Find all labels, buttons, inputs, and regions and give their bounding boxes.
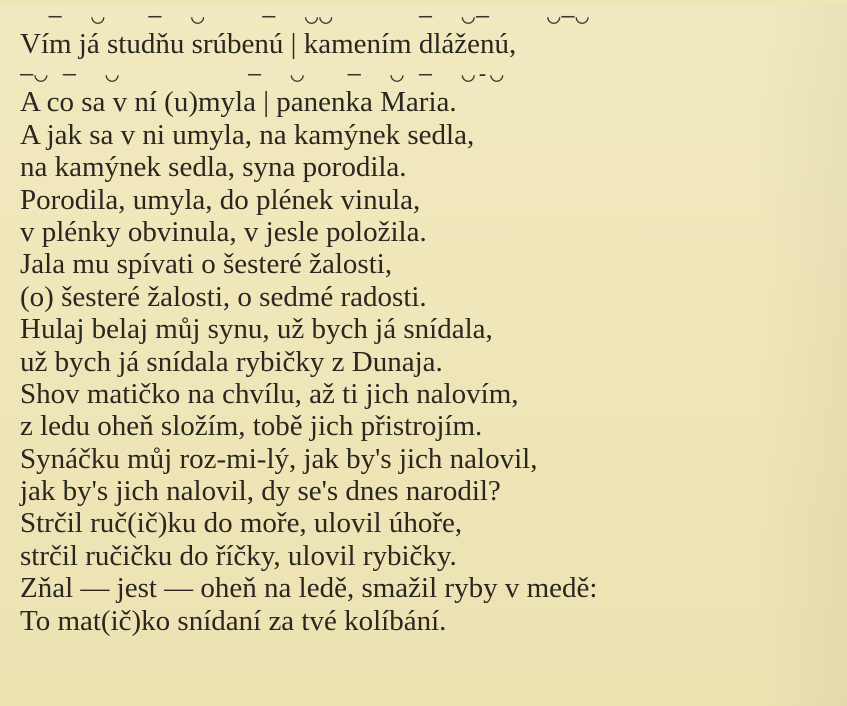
- verse-line: Zňal — jest — oheň na ledě, smažil ryby v medě:: [20, 572, 598, 605]
- paper-shadow: [757, 6, 847, 706]
- verse-line: Hulaj belaj můj synu, už bych já snídala,: [20, 313, 493, 346]
- verse-line: v plénky obvinula, v jesle položila.: [20, 215, 427, 248]
- verse-line: Strčil ruč(ič)ku do moře, ulovil úhoře,: [20, 507, 463, 540]
- verse-line: Shov matičko na chvílu, až ti jich nalovím,: [20, 377, 519, 410]
- verse-line: Jala mu spívati o šesteré žalosti,: [20, 248, 393, 281]
- verse-line: z ledu oheň složím, tobě jich přistrojím.: [20, 410, 483, 443]
- verse-line: A co sa v ní (u)myla | panenka Maria.: [20, 86, 457, 119]
- verse-line: strčil ručičku do říčky, ulovil rybičky.: [20, 539, 457, 572]
- verse-line: Vím já studňu srúbenú | kamením dláženú,: [20, 28, 517, 60]
- verse-line: Synáčku můj roz-mi-lý, jak by's jich nalovil,: [20, 442, 538, 475]
- verse-line: Porodila, umyla, do plének vinula,: [20, 183, 421, 216]
- verse-line: (o) šesteré žalosti, o sedmé radosti.: [20, 280, 427, 313]
- verse-line: To mat(ič)ko snídaní za tvé kolíbání.: [20, 604, 447, 637]
- scansion-line-1: — ◡ — ◡ — ◡◡ — ◡— ◡—◡: [20, 4, 590, 29]
- verse-line: na kamýnek sedla, syna porodila.: [20, 151, 407, 184]
- verse-line: A jak sa v ni umyla, na kamýnek sedla,: [20, 118, 475, 151]
- page: [0, 6, 847, 706]
- verse-line: už bych já snídala rybičky z Dunaja.: [20, 345, 443, 378]
- verse-line: jak by's jich nalovil, dy se's dnes narodil?: [20, 475, 501, 508]
- scansion-line-2: —◡ — ◡ — ◡ — ◡ — ◡-◡: [20, 62, 505, 88]
